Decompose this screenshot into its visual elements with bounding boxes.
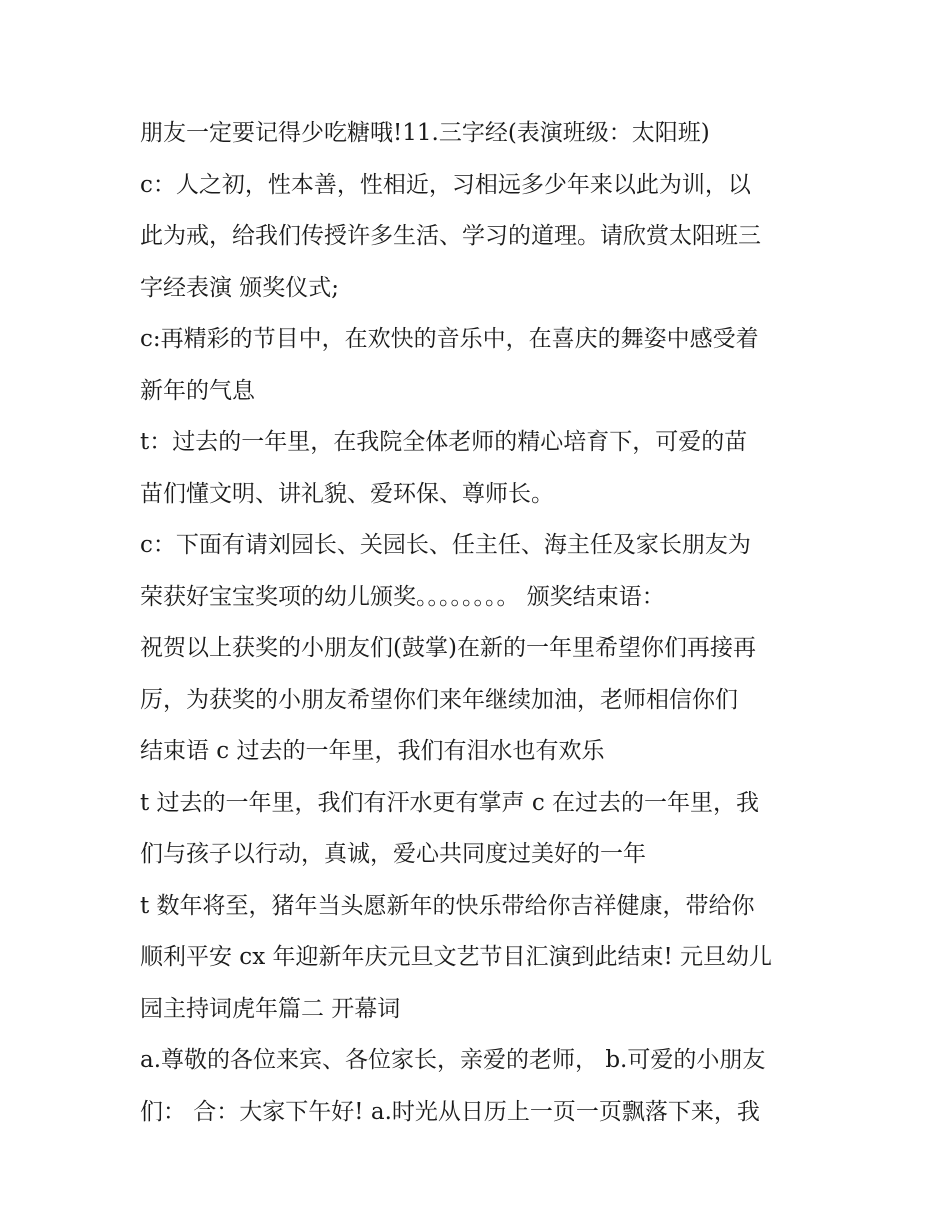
text-line: t 过去的一年里，我们有汗水更有掌声 c 在过去的一年里，我 bbox=[140, 789, 760, 816]
text-line: t：过去的一年里，在我院全体老师的精心培育下，可爱的苗 bbox=[140, 429, 748, 455]
text-line: a.尊敬的各位来宾、各位家长，亲爱的老师， b.可爱的小朋友 bbox=[140, 1047, 766, 1073]
text-line: 苗们懂文明、讲礼貌、爱环保、尊师长。 bbox=[140, 480, 554, 507]
text-line: 此为戒，给我们传授许多生活、学习的道理。请欣赏太阳班三 bbox=[140, 223, 761, 249]
text-line: 荣获好宝宝奖项的幼儿颁奖。。。。。。。。 颁奖结束语： bbox=[140, 583, 665, 610]
text-line: 结束语 c 过去的一年里，我们有泪水也有欢乐 bbox=[140, 738, 605, 764]
text-line: 厉，为获奖的小朋友希望你们来年继续加油，老师相信你们 bbox=[140, 686, 738, 713]
text-line: 顺利平安 cx 年迎新年庆元旦文艺节目汇演到此结束! 元旦幼儿 bbox=[140, 944, 773, 970]
text-line: c：下面有请刘园长、关园长、任主任、海主任及家长朋友为 bbox=[140, 532, 751, 558]
document-body bbox=[140, 108, 820, 1138]
text-line: c：人之初，性本善，性相近，习相远多少年来以此为训，以 bbox=[140, 171, 751, 198]
text-line: t 数年将至，猪年当头愿新年的快乐带给你吉祥健康，带给你 bbox=[140, 892, 755, 919]
text-line: 园主持词虎年篇二 开幕词 bbox=[140, 995, 401, 1022]
text-line: 朋友一定要记得少吃糖哦!11.三字经(表演班级：太阳班) bbox=[140, 120, 710, 146]
text-line: c:再精彩的节目中，在欢快的音乐中，在喜庆的舞姿中感受着 bbox=[140, 326, 759, 352]
text-line: 们： 合：大家下午好! a.时光从日历上一页一页飘落下来，我 bbox=[140, 1098, 760, 1125]
text-line: 祝贺以上获奖的小朋友们(鼓掌)在新的一年里希望你们再接再 bbox=[140, 635, 756, 661]
text-line: 字经表演 颁奖仪式; bbox=[140, 274, 340, 301]
text-line: 们与孩子以行动，真诚，爱心共同度过美好的一年 bbox=[140, 841, 646, 867]
text-line: 新年的气息 bbox=[140, 377, 255, 404]
